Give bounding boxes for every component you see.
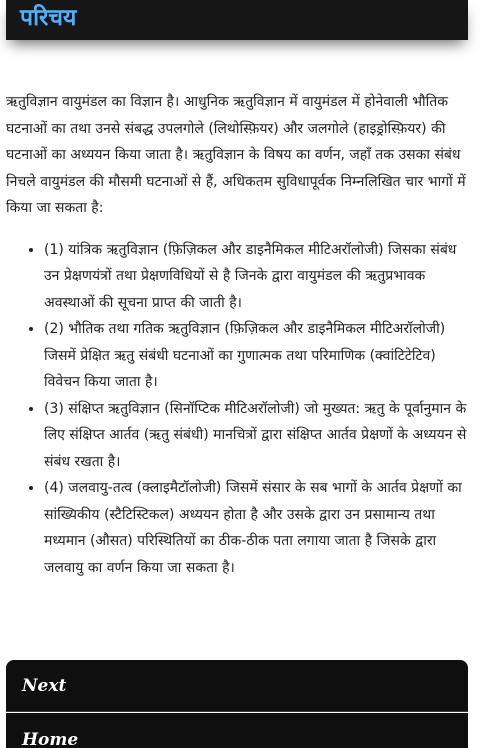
list-item: • (3) संक्षिप्त ऋतुविज्ञान (सिनॉप्टिक मीटिअरॉलोजी) जो मुख्यत: ऋतु के पूर्वानुमान के लिए संक्षिप्त आर्तव (ऋतु संबंधी) मानचित्रों द्वारा संक्षिप्त आर्तव प्रेक्षणों के अध्ययन से संबंध रखता है। bbox=[44, 396, 468, 476]
list-item: • (4) जलवायु-तत्व (क्लाइमैटॉलोजी) जिसमें संसार के सब भागों के आर्तव प्रेक्षणों का सांख्यिकीय (स्टैटिस्टिकल) अध्ययन होता है और उसके द्वारा उन प्रसामान्य तथा मध्यमान (औसत) परिस्थितियों का ठीक-ठीक पता लगाया जाता है जिसके द्वारा जलवायु का वर्णन किया जा सकता है। bbox=[44, 475, 468, 581]
next-button[interactable]: Next bbox=[6, 660, 468, 712]
list-item: • (2) भौतिक तथा गतिक ऋतुविज्ञान (फ़िज़िकल और डाइनैमिकल मीटिअरॉलोजी) जिसमें प्रेक्षित ऋतु संबंधी घटनाओं का गुणात्मक तथा परिमाणिक (क्वांटिटेटिव) विवेचन किया जाता है। bbox=[44, 316, 468, 396]
article-content bbox=[6, 89, 468, 581]
intro-paragraph: ऋतुविज्ञान वायुमंडल का विज्ञान है। आधुनिक ऋतुविज्ञान में वायुमंडल में होनेवाली भौतिक घटनाओं का तथा उनसे संबद्ध उपलगोले (लिथोस्फ़ियर) और जलगोले (हाइड्रोस्फ़ियर) की घटनाओं का अध्ययन किया जाता है। ऋतुविज्ञान के विषय का वर्णन, जहाँ तक उसका संबंध निचले वायुमंडल की मौसमी घटनाओं से हैं, अधिकतम सुविधापूर्वक निम्नलिखित चार भागों में किया जा सकता है: bbox=[6, 94, 466, 216]
topic-list bbox=[6, 237, 468, 582]
list-item: • (1) यांत्रिक ऋतुविज्ञान (फ़िज़िकल और डाइनैमिकल मीटिअरॉलोजी) जिसका संबंध उन प्रेक्षणयंत्रों तथा प्रेक्षणविधियों से है जिनके द्वारा वायुमंडल की ऋतुप्रभावक अवस्थाओं की सूचना प्राप्त की जाती है। bbox=[44, 237, 468, 317]
page-title: परिचय bbox=[20, 5, 77, 31]
title-bar bbox=[6, 0, 468, 40]
home-button[interactable]: Home bbox=[6, 713, 468, 748]
